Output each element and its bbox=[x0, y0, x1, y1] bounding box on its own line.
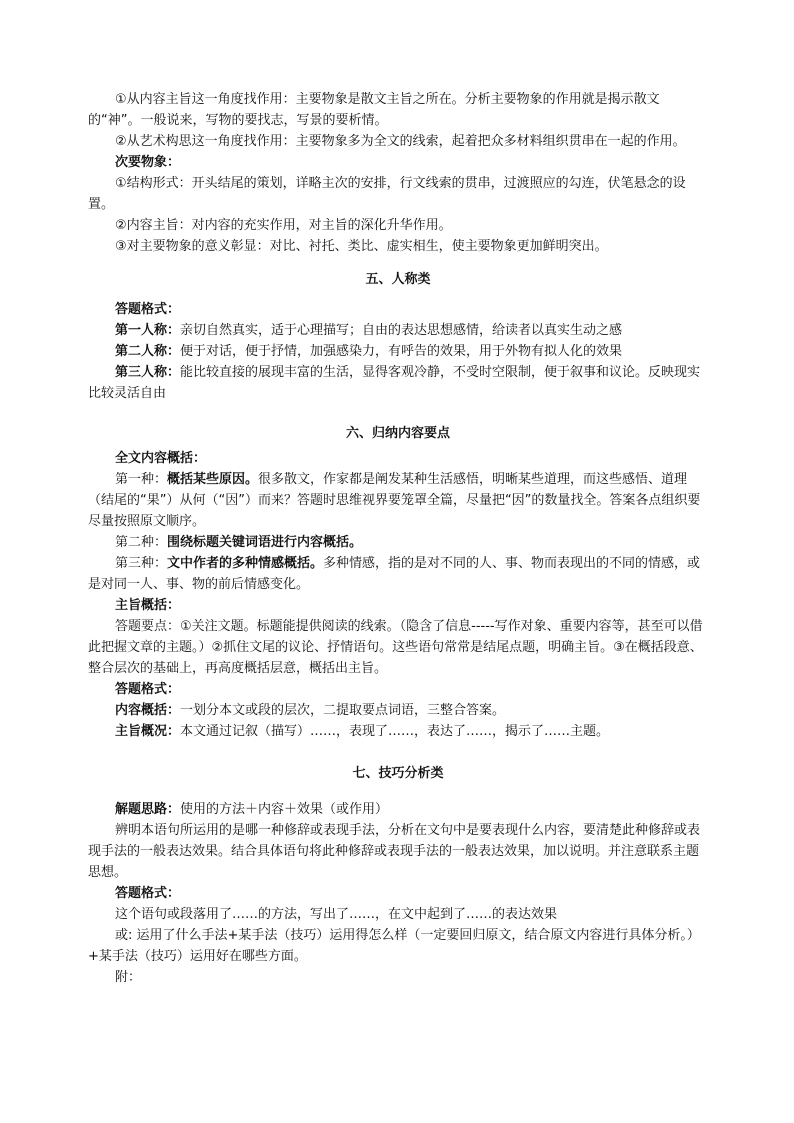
content-summary-item bbox=[88, 700, 708, 721]
summary-type-3-text: 多种情感，指的是对不同的人、事、物而表现出的不同的情感，或是对同一人、事、物的前后情感变化。 bbox=[88, 556, 701, 592]
full-text-summary-label: 全文内容概括： bbox=[115, 451, 207, 466]
approach-label: 解题思路： bbox=[115, 802, 181, 817]
answer-format-label: 答题格式： bbox=[115, 302, 181, 317]
theme-overview-text: 本文通过记叙（描写）……，表现了……，表达了……，揭示了……主题。 bbox=[180, 724, 610, 739]
paragraph-main-object-theme: ①从内容主旨这一角度找作用：主要物象是散文主旨之所在。分析主要物象的作用就是揭示散文的“神”。一般说来，写物的要找志，写景的要析情。 bbox=[88, 92, 660, 128]
summary-type-1-prefix: 第一种： bbox=[115, 472, 168, 487]
third-person-label: 第三人称： bbox=[115, 365, 181, 380]
summary-type-2-prefix: 第二种： bbox=[115, 535, 168, 550]
first-person-label: 第一人称： bbox=[115, 323, 181, 338]
first-person-item bbox=[88, 320, 708, 341]
summary-type-3 bbox=[88, 553, 708, 595]
paragraph-secondary-structure: ①结构形式：开头结尾的策划，详略主次的安排，行文线索的贯串，过渡照应的勾连，伏笔悬念的设置。 bbox=[88, 176, 686, 212]
paragraph-technique-analysis: 辨明本语句所运用的是哪一种修辞或表现手法，分析在文句中是要表现什么内容，要清楚此种修辞或表现手法的一般表达效果。结合具体语句将此种修辞或表现手法的一般表达效果，加以说明。并注意联系主题思想。 bbox=[88, 823, 701, 880]
format-line-2: 或: 运用了什么手法+某手法（技巧）运用得怎么样（一定要回归原文，结合原文内容进行具体分析。）+某手法（技巧）运用好在哪些方面。 bbox=[88, 928, 700, 964]
theme-overview-label: 主旨概况： bbox=[115, 724, 181, 739]
second-person-label: 第二人称： bbox=[115, 344, 181, 359]
third-person-item bbox=[88, 362, 708, 404]
paragraph-main-object-structure: ②从艺术构思这一角度找作用：主要物象多为全文的线索，起着把众多材料组织贯串在一起的作用。 bbox=[115, 134, 686, 149]
section-heading-technique: 七、技巧分析类 bbox=[352, 766, 444, 781]
answer-format-label: 答题格式： bbox=[115, 682, 181, 697]
section-heading-person: 五、人称类 bbox=[365, 272, 431, 287]
summary-type-3-title: 文中作者的多种情感概括。 bbox=[167, 556, 324, 571]
content-summary-text: 一划分本文或段的层次，二提取要点词语，三整合答案。 bbox=[180, 703, 506, 718]
answer-format-label: 答题格式： bbox=[115, 886, 181, 901]
summary-type-3-prefix: 第三种： bbox=[115, 556, 168, 571]
first-person-text: 亲切自然真实，适于心理描写；自由的表达思想感情，给读者以真实生动之感 bbox=[180, 323, 623, 338]
summary-type-1 bbox=[88, 469, 708, 532]
summary-type-2 bbox=[88, 532, 708, 553]
document-content bbox=[88, 89, 708, 988]
theme-summary-label: 主旨概括： bbox=[115, 598, 181, 613]
paragraph-secondary-content: ②内容主旨：对内容的充实作用，对主旨的深化升华作用。 bbox=[115, 218, 452, 233]
theme-summary-text: 答题要点：①关注文题。标题能提供阅读的线索。（隐含了信息-----写作对象、重要内容等，甚至可以借此把握文章的主题。）②抓住文尾的议论、抒情语句。这些语句常常是结尾点题，明确主旨。③在概括段意、整合层次的基础上，再高度概括层意，概括出主旨。 bbox=[88, 619, 703, 676]
third-person-text: 能比较直接的展现丰富的生活，显得客观冷静，不受时空限制，便于叙事和议论。反映现实比较灵活自由 bbox=[88, 365, 701, 401]
approach-text: 使用的方法＋内容＋效果（或作用） bbox=[180, 802, 389, 817]
summary-type-1-title: 概括某些原因。 bbox=[167, 472, 259, 487]
secondary-object-label: 次要物象： bbox=[115, 155, 181, 170]
summary-type-2-title: 围绕标题关键词语进行内容概括。 bbox=[167, 535, 363, 550]
theme-overview-item bbox=[88, 721, 708, 742]
second-person-text: 便于对话，便于抒情，加强感染力，有呼告的效果，用于外物有拟人化的效果 bbox=[180, 344, 623, 359]
section-heading-summary: 六、归纳内容要点 bbox=[345, 426, 450, 441]
summary-type-1-text: 很多散文，作家都是阐发某种生活感悟，明晰某些道理，而这些感悟、道理（结尾的“果”）从何（“因”）而来？答题时思维视界要笼罩全篇，尽量把“因”的数量找全。答案各点组织要尽量按照原文顺序。 bbox=[88, 472, 701, 529]
paragraph-secondary-highlight: ③对主要物象的意义彰显：对比、衬托、类比、虚实相生，使主要物象更加鲜明突出。 bbox=[115, 239, 608, 254]
format-line-1: 这个语句或段落用了……的方法，写出了……，在文中起到了……的表达效果 bbox=[115, 907, 558, 922]
content-summary-label: 内容概括： bbox=[115, 703, 181, 718]
approach-item bbox=[88, 799, 708, 820]
appendix-label: 附： bbox=[115, 970, 142, 985]
second-person-item bbox=[88, 341, 708, 362]
